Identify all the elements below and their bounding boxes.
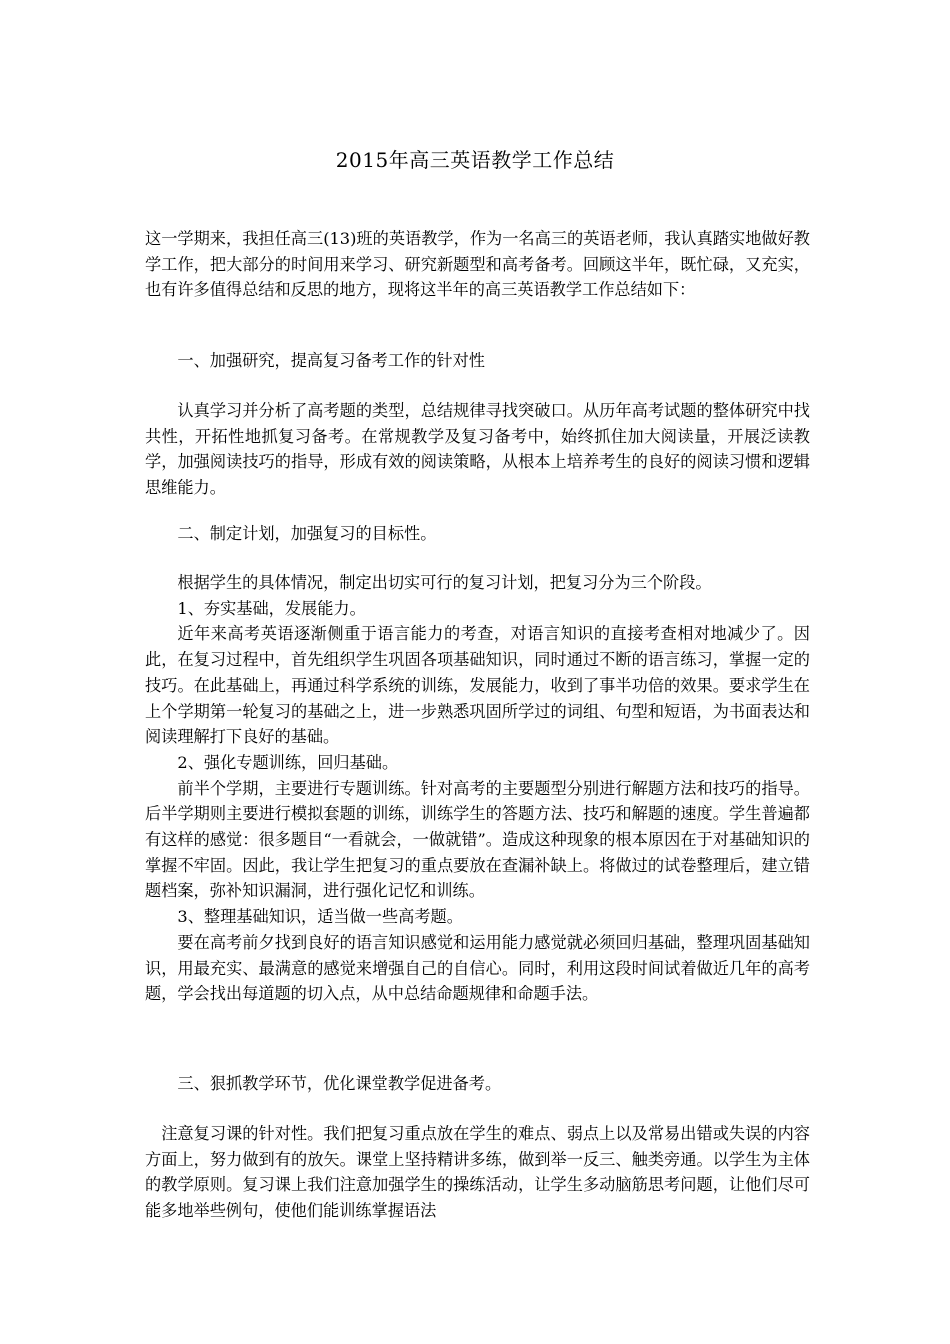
stage1-body: 近年来高考英语逐渐侧重于语言能力的考查，对语言知识的直接考查相对地减少了。因此，在复习过程中，首先组织学生巩固各项基础知识，同时通过不断的语言练习，掌握一定的技巧。在此基础上，再通过科学系统的训练，发展能力，收到了事半功倍的效果。要求学生在上个学期第一轮复习的基础之上，进一步熟悉巩固所学过的词组、句型和短语，为书面表达和阅读理解打下良好的基础。 — [145, 624, 810, 747]
stage1-title: 1、夯实基础，发展能力。 — [177, 598, 366, 618]
stage2-title: 2、强化专题训练，回归基础。 — [177, 752, 399, 772]
section3-body: 注意复习课的针对性。我们把复习重点放在学生的难点、弱点上以及常易出错或失误的内容方面上，努力做到有的放矢。课堂上坚持精讲多练，做到举一反三、触类旁通。以学生为主体的教学原则。复习课上我们注意加强学生的操练活动，让学生多动脑筋思考问题，让他们尽可能多地举些例句，使他们能训练掌握语法 — [145, 1124, 810, 1221]
section2-lead: 根据学生的具体情况，制定出切实可行的复习计划，把复习分为三个阶段。 — [177, 573, 712, 592]
section2-content — [145, 570, 810, 1007]
section1-heading: 一、加强研究，提高复习备考工作的针对性 — [177, 351, 485, 370]
intro-paragraph: 这一学期来，我担任高三(13)班的英语教学，作为一名高三的英语老师，我认真踏实地做好教学工作，把大部分的时间用来学习、研究新题型和高考备考。回顾这半年，既忙碌，又充实，也有许多值得总结和反思的地方，现将这半年的高三英语教学工作总结如下： — [145, 229, 810, 300]
stage2-body: 前半个学期，主要进行专题训练。针对高考的主要题型分别进行解题方法和技巧的指导。后半学期则主要进行模拟套题的训练，训练学生的答题方法、技巧和解题的速度。学生普遍都有这样的感觉：很多题目“一看就会，一做就错”。造成这种现象的根本原因在于对基础知识的掌握不牢固。因此，我让学生把复习的重点要放在查漏补缺上。将做过的试卷整理后，建立错题档案，弥补知识漏洞，进行强化记忆和训练。 — [145, 778, 810, 901]
section1-body: 认真学习并分析了高考题的类型，总结规律寻找突破口。从历年高考试题的整体研究中找共性，开拓性地抓复习备考。在常规教学及复习备考中，始终抓住加大阅读量，开展泛读教学，加强阅读技巧的指导，形成有效的阅读策略，从根本上培养考生的良好的阅读习惯和逻辑思维能力。 — [145, 401, 810, 498]
stage3-body: 要在高考前夕找到良好的语言知识感觉和运用能力感觉就必须回归基础，整理巩固基础知识，用最充实、最满意的感觉来增强自己的自信心。同时，利用这段时间试着做近几年的高考题，学会找出每道题的切入点，从中总结命题规律和命题手法。 — [145, 932, 810, 1004]
section3-heading: 三、狠抓教学环节，优化课堂教学促进备考。 — [177, 1074, 502, 1093]
section2-heading: 二、制定计划，加强复习的目标性。 — [177, 524, 437, 543]
document-title: 2015年高三英语教学工作总结 — [335, 148, 615, 172]
stage3-title: 3、整理基础知识，适当做一些高考题。 — [177, 907, 463, 927]
